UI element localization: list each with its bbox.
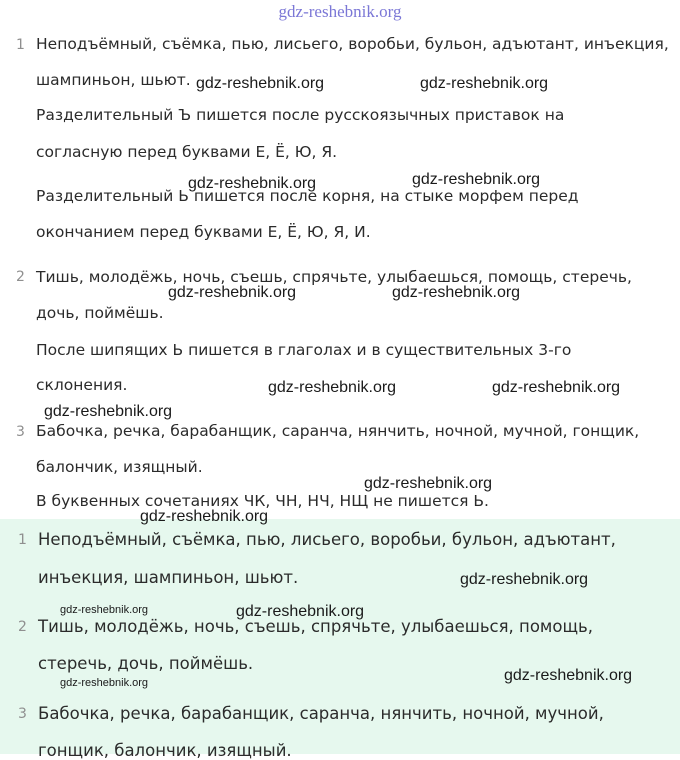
watermark: gdz-reshebnik.org: [60, 604, 149, 616]
section3-words-line2: балончик, изящный.: [36, 458, 203, 476]
answer-number-1: 1: [18, 532, 27, 548]
section2-rule-line1: После шипящих Ь пишется в глаголах и в существительных 3-го: [36, 341, 572, 359]
section1-rule2-line2: окончанием перед буквами Е, Ё, Ю, Я, И.: [36, 223, 371, 241]
section2-words-line1: Тишь, молодёжь, ночь, съешь, спрячьте, улыбаешься, помощь, стеречь,: [36, 268, 632, 286]
answer2-line2: стеречь, дочь, поймёшь.: [38, 654, 254, 673]
answer1-line1: Неподъёмный, съёмка, пью, лисьего, воробьи, бульон, адъютант,: [38, 530, 616, 549]
watermark: gdz-reshebnik.org: [140, 508, 269, 525]
watermark: gdz-reshebnik.org: [236, 603, 365, 620]
section3-rule-line: В буквенных сочетаниях ЧК, ЧН, НЧ, НЩ не пишется Ь.: [36, 492, 489, 510]
watermark: gdz-reshebnik.org: [188, 175, 317, 192]
watermark: gdz-reshebnik.org: [44, 403, 173, 420]
section1-rule2-line1: Разделительный Ь пишется после корня, на стыке морфем перед: [36, 187, 579, 205]
answer1-line2: инъекция, шампиньон, шьют.: [38, 568, 299, 587]
watermark: gdz-reshebnik.org: [392, 284, 521, 301]
section1-rule1-line1: Разделительный Ъ пишется после русскоязычных приставок на: [36, 106, 565, 124]
watermark: gdz-reshebnik.org: [268, 379, 397, 396]
answer2-line1: Тишь, молодёжь, ночь, съешь, спрячьте, улыбаешься, помощь,: [38, 617, 593, 636]
item-number-1: 1: [16, 37, 25, 53]
answer3-line2: гонщик, балончик, изящный.: [38, 741, 292, 760]
section2-words-line2: дочь, поймёшь.: [36, 304, 164, 322]
watermark: gdz-reshebnik.org: [420, 75, 549, 92]
top-watermark: gdz-reshebnik.org: [278, 2, 402, 21]
item-number-2: 2: [16, 269, 25, 285]
watermark: gdz-reshebnik.org: [460, 571, 589, 588]
watermark: gdz-reshebnik.org: [60, 677, 149, 689]
section1-words-line2: шампиньон, шьют.: [36, 71, 191, 89]
watermark: gdz-reshebnik.org: [412, 171, 541, 188]
section2-rule-line2: склонения.: [36, 376, 128, 394]
section1-words-line1: Неподъёмный, съёмка, пью, лисьего, воробьи, бульон, адъютант, инъекция,: [36, 35, 669, 53]
watermark: gdz-reshebnik.org: [364, 475, 493, 492]
watermark: gdz-reshebnik.org: [196, 75, 325, 92]
item-number-3: 3: [16, 424, 25, 440]
watermark: gdz-reshebnik.org: [168, 284, 297, 301]
answer3-line1: Бабочка, речка, барабанщик, саранча, нянчить, ночной, мучной,: [38, 704, 604, 723]
section1-rule1-line2: согласную перед буквами Е, Ё, Ю, Я.: [36, 143, 338, 161]
watermark: gdz-reshebnik.org: [492, 379, 621, 396]
section3-words-line1: Бабочка, речка, барабанщик, саранча, нянчить, ночной, мучной, гонщик,: [36, 422, 640, 440]
answer-number-2: 2: [18, 619, 27, 635]
watermark: gdz-reshebnik.org: [504, 667, 633, 684]
answer-number-3: 3: [18, 706, 27, 722]
